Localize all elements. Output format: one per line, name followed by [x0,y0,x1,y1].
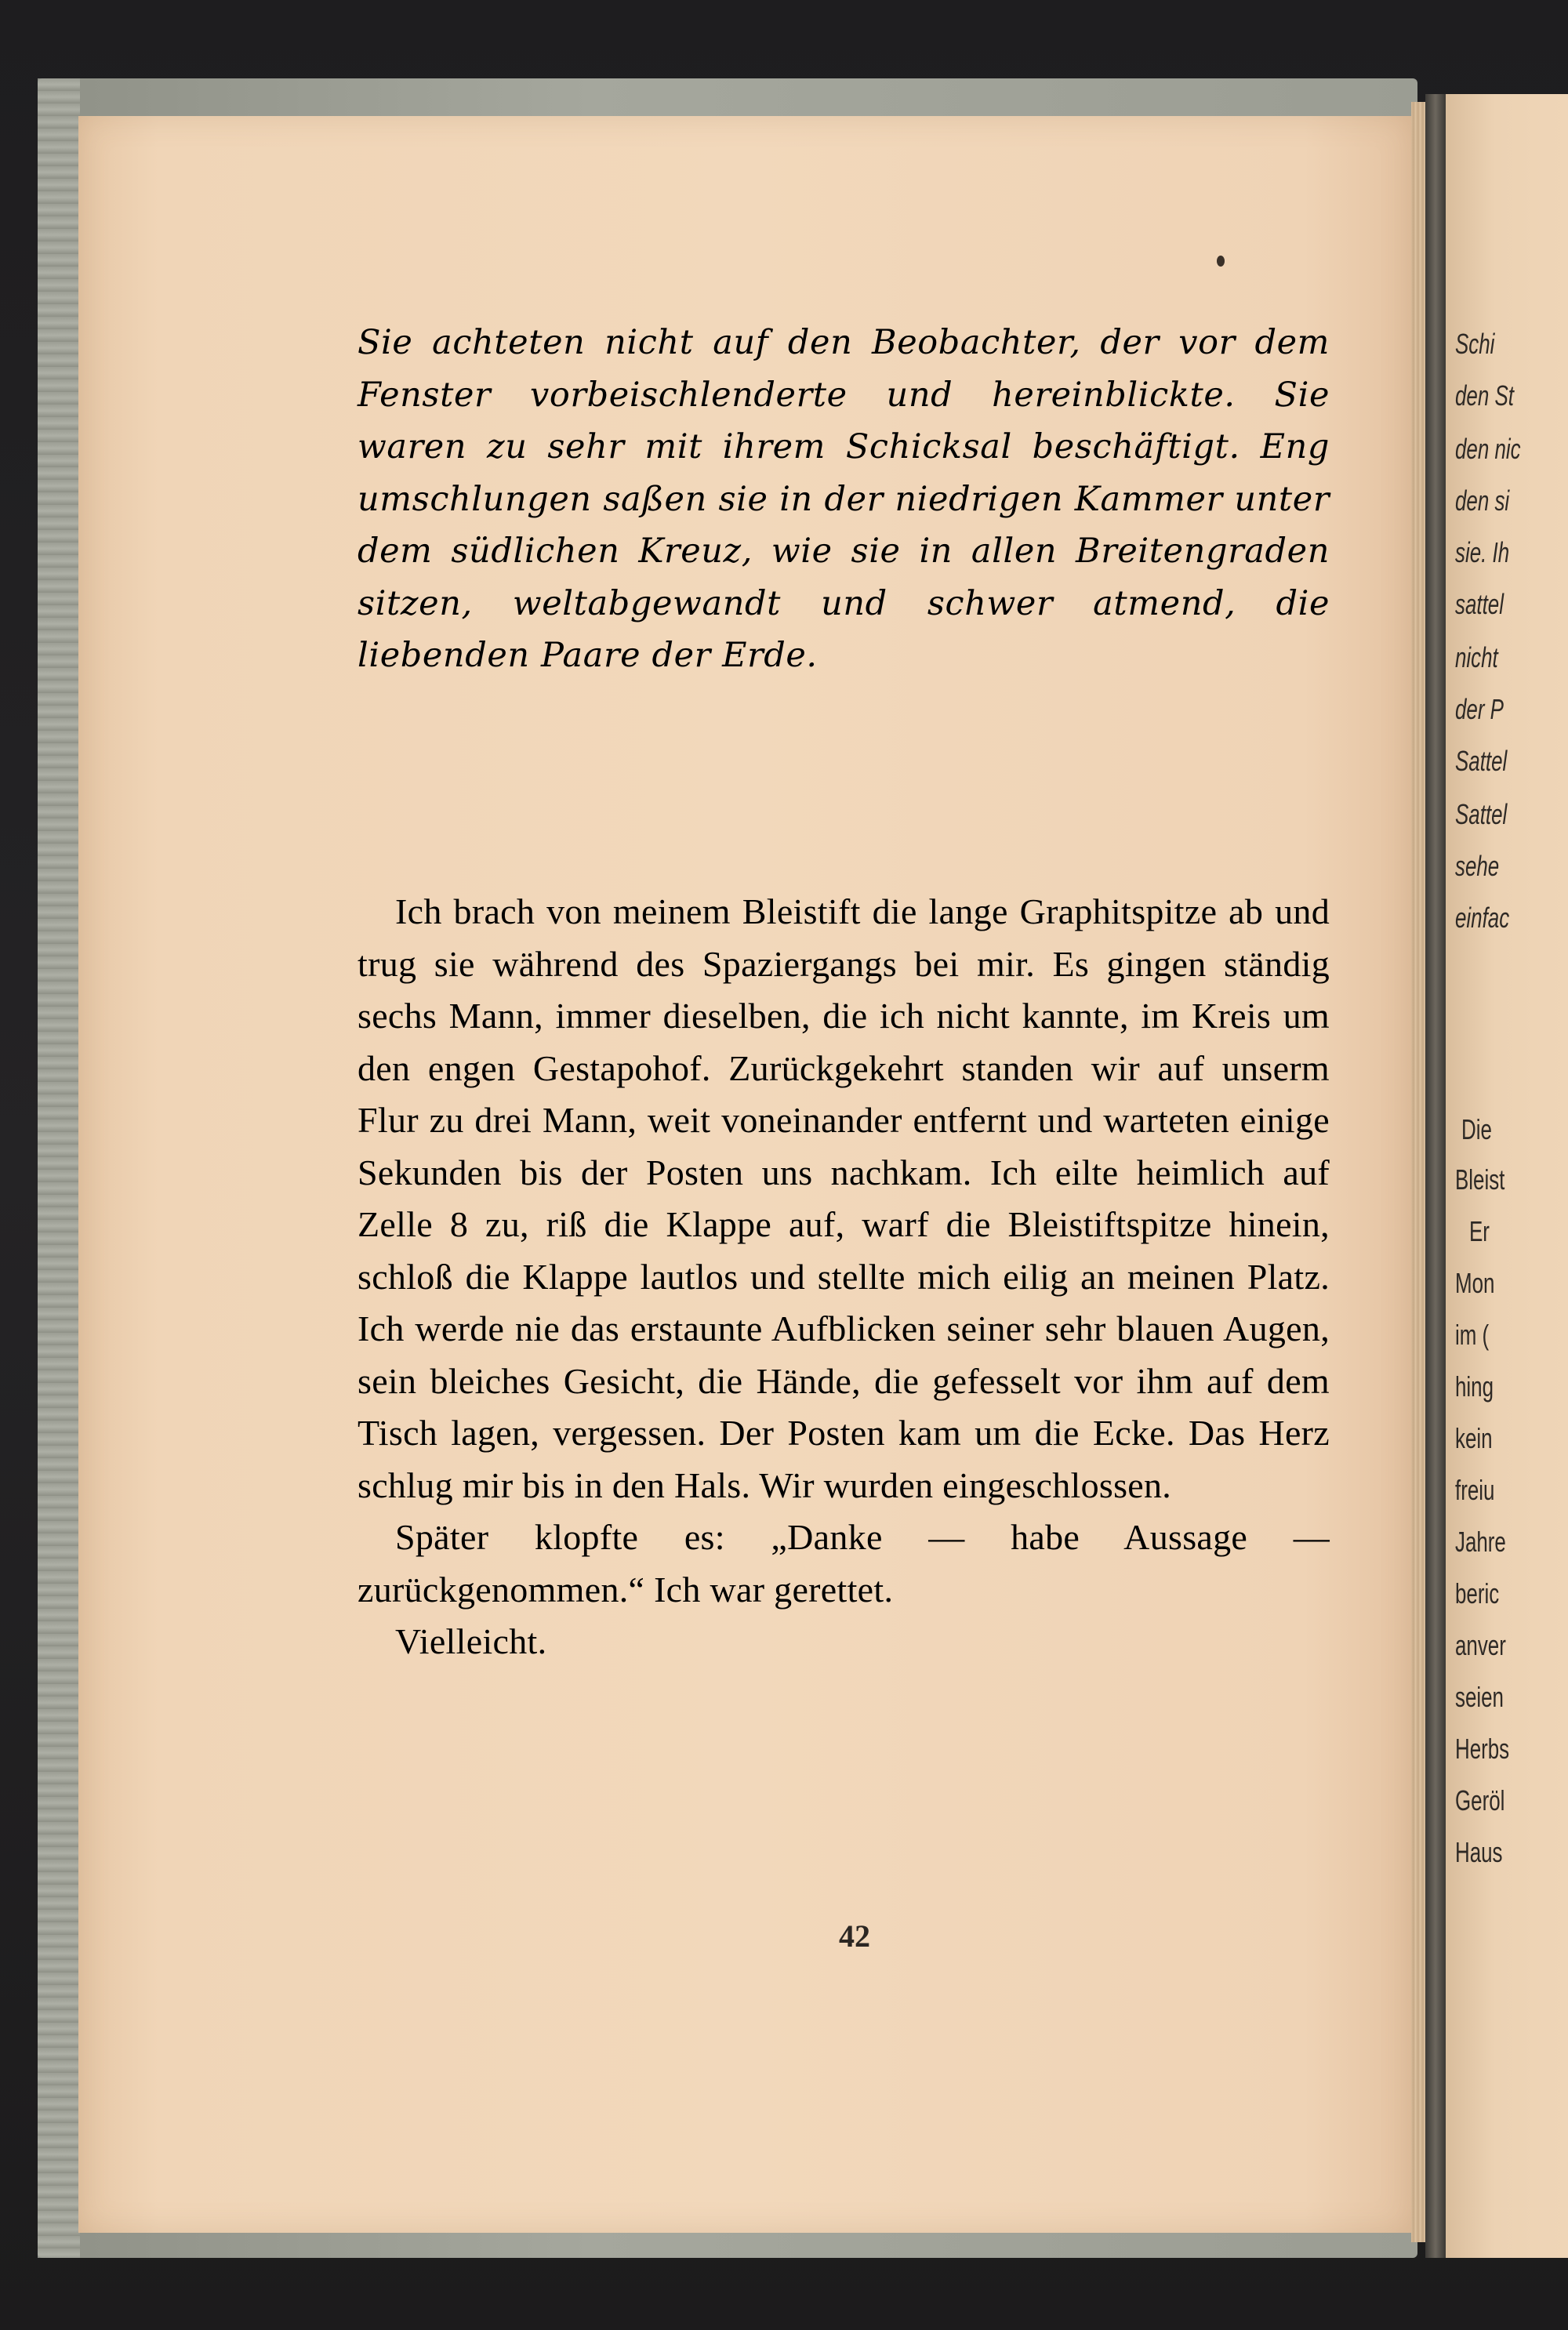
cover-edge [38,78,80,2258]
right-page-line: beric [1455,1577,1500,1610]
right-page-line: freiu [1455,1474,1495,1506]
right-page-line: Sattel [1455,745,1508,777]
right-page-line: kein [1455,1422,1493,1454]
right-page-line: Die [1461,1113,1492,1145]
right-page-line: Jahre [1455,1526,1506,1558]
right-page-line: Bleist [1455,1163,1505,1196]
main-passage [358,886,1330,1668]
page-number: 42 [839,1918,870,1954]
right-page-line: im ( [1455,1319,1490,1351]
right-page-line: Sattel [1455,798,1508,830]
paragraph-1: Ich brach von meinem Bleistift die lange Graphitspitze ab und trug sie während des Spaziergangs bei mir. Es gingen ständig sechs Mann, immer dieselben, die ich nicht kannte, im Kreis um den engen Gestapohof. Zurückgekehrt standen wir auf unserm Flur zu drei Mann, weit voneinander entfernt und warteten einige Sekunden bis der Posten uns nachkam. Ich eilte heimlich auf Zelle 8 zu, riß die Klappe auf, warf die Bleistiftspitze hinein, schloß die Klappe lautlos und stellte mich eilig an meinen Platz. Ich werde nie das erstaunte Aufblicken seiner sehr blauen Augen, sein bleiches Gesicht, die Hände, die gefesselt vor ihm auf dem Tisch lagen, vergessen. Der Posten kam um die Ecke. Das Herz schlug mir bis in den Hals. Wir wurden eingeschlossen. [358,891,1330,1505]
paragraph-3: Vielleicht. [395,1621,547,1661]
italic-paragraph: Sie achteten nicht auf den Beobachter, der vor dem Fenster vorbeischlenderte und hereinblickte. Sie waren zu sehr mit ihrem Schicksal beschäftigt. Eng umschlungen saßen sie in der niedrigen Kammer unter dem südlichen Kreuz, wie sie in allen Breitengraden sitzen, weltabgewandt und schwer atmend, die liebenden Paare der Erde. [358,323,1330,675]
right-page-line: nicht [1455,641,1498,673]
italic-passage [358,317,1330,682]
right-page-line: sehe [1455,850,1500,882]
right-page-fragment [1446,94,1568,2258]
right-page-line: den si [1455,485,1510,517]
right-page-line: hing [1455,1370,1494,1403]
right-page-line: Geröl [1455,1784,1505,1816]
right-page-line: Haus [1455,1836,1503,1868]
right-page-line: einfac [1455,902,1510,934]
right-page-line: sattel [1455,588,1504,620]
right-page-line: sie. Ih [1455,536,1510,568]
right-page-line: den nic [1455,433,1521,465]
right-page-line: anver [1455,1629,1506,1661]
right-page-line: Er [1469,1215,1490,1247]
right-page-line: den St [1455,379,1514,412]
right-page-line: der P [1455,693,1504,725]
paragraph-2: Später klopfte es: „Danke — habe Aussage — zurückgenommen.“ Ich war gerettet. [358,1517,1330,1610]
right-page-line: seien [1455,1681,1504,1713]
right-page-line: Herbs [1455,1733,1510,1765]
page-leaves-edge [1411,102,1425,2242]
right-page-line: Mon [1455,1267,1495,1299]
book-gutter [1425,94,1446,2258]
ink-speck [1217,256,1225,267]
right-page-line: Schi [1455,328,1495,360]
